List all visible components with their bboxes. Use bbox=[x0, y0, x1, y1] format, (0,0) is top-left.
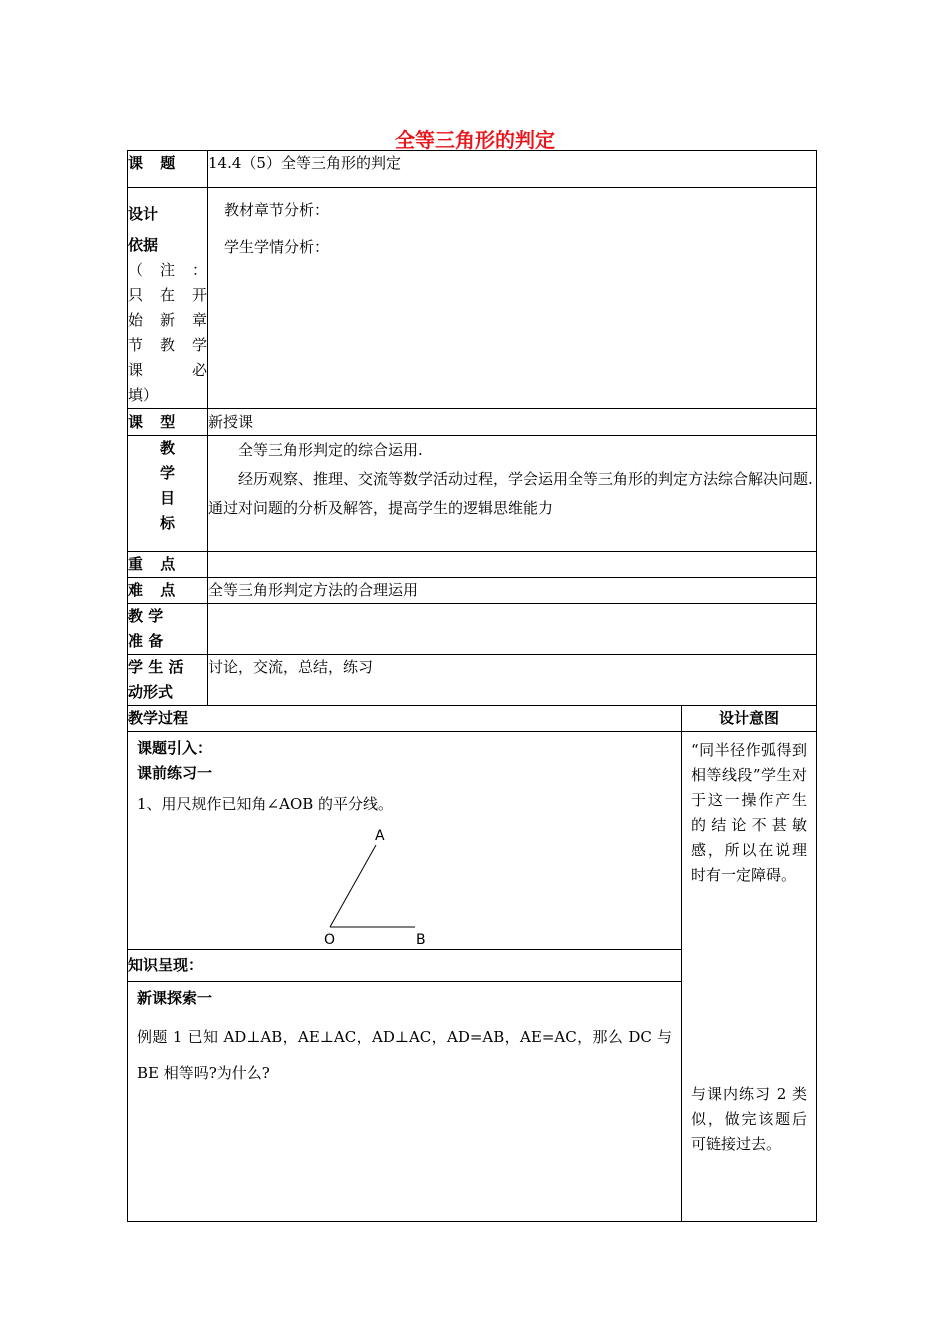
student-analysis: 学生学情分析： bbox=[224, 238, 330, 256]
basis-note-1: （ 注 ： bbox=[128, 261, 207, 279]
type-value: 新授课 bbox=[208, 409, 817, 436]
label-activity: 学 生 活 动形式 bbox=[128, 655, 208, 706]
ray-oa bbox=[330, 845, 376, 927]
row-process-header bbox=[128, 706, 817, 732]
label-a: A bbox=[375, 828, 385, 844]
basis-note-5: 课 必 bbox=[128, 361, 207, 379]
row-type bbox=[128, 409, 817, 436]
page-title: 全等三角形的判定 bbox=[395, 128, 555, 152]
exercise-1: 1、用尺规作已知角∠AOB 的平分线。 bbox=[137, 795, 394, 813]
label-b: B bbox=[416, 932, 426, 948]
knowledge-heading: 知识呈现： bbox=[128, 950, 682, 982]
intro-heading: 课题引入： bbox=[137, 739, 213, 757]
prep-value bbox=[208, 604, 817, 655]
key-value bbox=[208, 552, 817, 578]
row-goals bbox=[128, 436, 817, 552]
warmup-heading: 课前练习一 bbox=[137, 764, 213, 782]
difficulty-value: 全等三角形判定方法的合理运用 bbox=[208, 578, 817, 604]
explore-heading: 新课探索一 bbox=[137, 989, 213, 1007]
goal-3: 通过对问题的分析及解答，提高学生的逻辑思维能力 bbox=[208, 499, 554, 517]
label-basis bbox=[128, 188, 208, 409]
activity-value: 讨论，交流，总结，练习 bbox=[208, 655, 817, 706]
intent-header: 设计意图 bbox=[682, 706, 817, 732]
topic-value: 14.4（5）全等三角形的判定 bbox=[208, 151, 817, 188]
basis-note-2: 只 在 开 bbox=[128, 286, 207, 304]
basis-note-4: 节 教 学 bbox=[128, 336, 207, 354]
row-key bbox=[128, 552, 817, 578]
angle-aob-figure bbox=[128, 817, 682, 948]
row-prep bbox=[128, 604, 817, 655]
label-basis-line2: 依据 bbox=[128, 236, 159, 254]
label-type: 课 型 bbox=[128, 409, 208, 436]
label-key: 重 点 bbox=[128, 552, 208, 578]
label-topic: 课 题 bbox=[128, 151, 208, 188]
process-header: 教学过程 bbox=[128, 706, 682, 732]
label-goals: 教 学 目 标 bbox=[128, 436, 208, 552]
textbook-analysis: 教材章节分析： bbox=[224, 201, 330, 219]
row-basis bbox=[128, 188, 817, 409]
row-activity bbox=[128, 655, 817, 706]
label-o: O bbox=[324, 932, 336, 948]
row-difficulty bbox=[128, 578, 817, 604]
basis-note-3: 始 新 章 bbox=[128, 311, 207, 329]
label-basis-line1: 设计 bbox=[128, 205, 159, 223]
goal-2: 经历观察、推理、交流等数学活动过程，学会运用全等三角形的判定方法综合解决问题. bbox=[238, 470, 813, 488]
basis-note-6: 填） bbox=[128, 386, 159, 404]
example-1: 例题 1 已知 AD⊥AB，AE⊥AC，AD⊥AC，AD=AB，AE=AC，那么 DC 与 BE 相等吗?为什么? bbox=[137, 1028, 672, 1082]
row-intro bbox=[128, 732, 817, 950]
lesson-plan-table bbox=[127, 150, 817, 1222]
design-intent-2: 与课内练习 2 类似，做完该题后可链接过去。 bbox=[691, 1085, 808, 1153]
label-prep: 教 学 准 备 bbox=[128, 604, 208, 655]
row-topic bbox=[128, 151, 817, 188]
goal-1: 全等三角形判定的综合运用. bbox=[238, 441, 423, 459]
design-intent-1: “同半径作弧得到相等线段”学生对于这一操作产生的结论不甚敏感，所以在说理时有一定障碍。 bbox=[691, 741, 808, 884]
label-difficulty: 难 点 bbox=[128, 578, 208, 604]
